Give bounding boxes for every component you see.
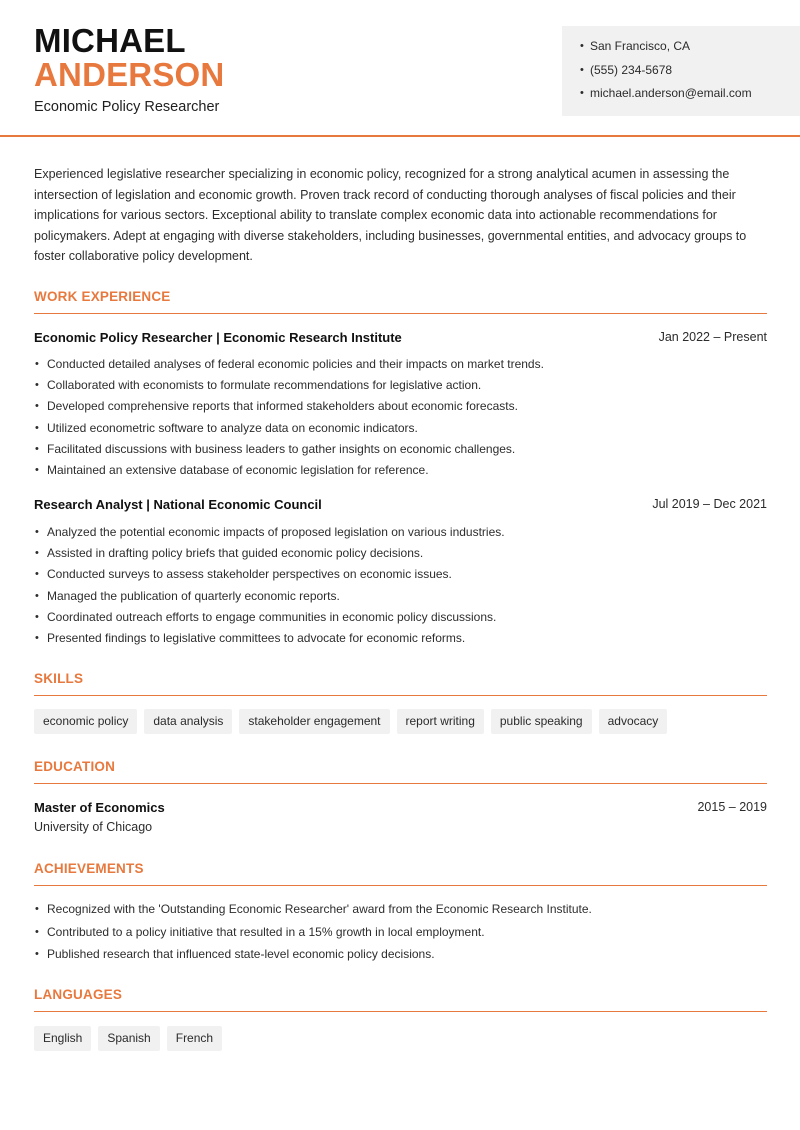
degree: Master of Economics <box>34 800 165 815</box>
section-title-work: WORK EXPERIENCE <box>34 289 767 314</box>
job-bullets-1 <box>34 355 774 482</box>
list-item: • Developed comprehensive reports that informed stakeholders about economic forecasts. <box>34 397 774 418</box>
job-title-2: Research Analyst | National Economic Council <box>34 497 322 512</box>
education-entry-header <box>34 800 767 815</box>
section-title-skills: SKILLS <box>34 671 767 696</box>
contact-email: • michael.anderson@email.com <box>580 83 800 107</box>
contact-phone: • (555) 234-5678 <box>580 60 800 84</box>
list-item: • Conducted detailed analyses of federal economic policies and their impacts on market trends. <box>34 355 774 376</box>
language-tags <box>34 1026 222 1051</box>
last-name: ANDERSON <box>34 56 225 93</box>
list-item: • Utilized econometric software to analyze data on economic indicators. <box>34 419 774 440</box>
education-dates: 2015 – 2019 <box>697 800 767 814</box>
skill-tag: stakeholder engagement <box>239 709 389 734</box>
list-item: • Conducted surveys to assess stakeholder perspectives on economic issues. <box>34 565 774 586</box>
list-item: • Published research that influenced state-level economic policy decisions. <box>34 945 774 968</box>
job-bullets-2 <box>34 523 774 650</box>
job-entry-header <box>34 497 767 512</box>
first-name: MICHAEL <box>34 22 186 59</box>
language-tag: French <box>167 1026 222 1051</box>
language-tag: Spanish <box>98 1026 159 1051</box>
list-item: • Analyzed the potential economic impacts of proposed legislation on various industries. <box>34 523 774 544</box>
achievements-list <box>34 900 774 968</box>
section-title-achievements: ACHIEVEMENTS <box>34 861 767 886</box>
list-item: • Contributed to a policy initiative that resulted in a 15% growth in local employment. <box>34 923 774 946</box>
list-item: • Presented findings to legislative committees to advocate for economic reforms. <box>34 629 774 650</box>
skills-tags <box>34 709 667 734</box>
list-item: • Managed the publication of quarterly economic reports. <box>34 587 774 608</box>
school-name: University of Chicago <box>34 820 153 834</box>
skill-tag: public speaking <box>491 709 592 734</box>
job-title: Economic Policy Researcher <box>34 99 220 115</box>
job-dates-1: Jan 2022 – Present <box>658 330 767 344</box>
job-entry-header <box>34 330 767 345</box>
candidate-name <box>34 24 224 92</box>
list-item: • Collaborated with economists to formulate recommendations for legislative action. <box>34 376 774 397</box>
list-item: • Assisted in drafting policy briefs that guided economic policy decisions. <box>34 544 774 565</box>
job-dates-2: Jul 2019 – Dec 2021 <box>652 497 767 511</box>
skill-tag: report writing <box>397 709 484 734</box>
list-item: • Recognized with the 'Outstanding Economic Researcher' award from the Economic Research Institute. <box>34 900 774 923</box>
contact-location: • San Francisco, CA <box>580 36 800 60</box>
skill-tag: data analysis <box>144 709 232 734</box>
section-title-education: EDUCATION <box>34 759 767 784</box>
contact-box <box>562 26 800 116</box>
skill-tag: economic policy <box>34 709 137 734</box>
section-title-languages: LANGUAGES <box>34 987 767 1012</box>
list-item: • Coordinated outreach efforts to engage communities in economic policy discussions. <box>34 608 774 629</box>
language-tag: English <box>34 1026 91 1051</box>
skill-tag: advocacy <box>599 709 668 734</box>
list-item: • Facilitated discussions with business leaders to gather insights on economic challenges. <box>34 440 774 461</box>
resume-header <box>0 0 800 137</box>
job-title-1: Economic Policy Researcher | Economic Research Institute <box>34 330 402 345</box>
summary-paragraph: Experienced legislative researcher specializing in economic policy, recognized for a strong analytical acumen in assessing the intersection of legislation and economic growth. Proven track record of conducting thorough analyses of fiscal policies and their implications for various sectors. Exceptional ability to translate complex economic data into actionable recommendations for policymakers. Adept at engaging with diverse stakeholders, including businesses, governmental entities, and advocacy groups to foster collaborative policy development. <box>34 167 747 263</box>
list-item: • Maintained an extensive database of economic legislation for reference. <box>34 461 774 482</box>
